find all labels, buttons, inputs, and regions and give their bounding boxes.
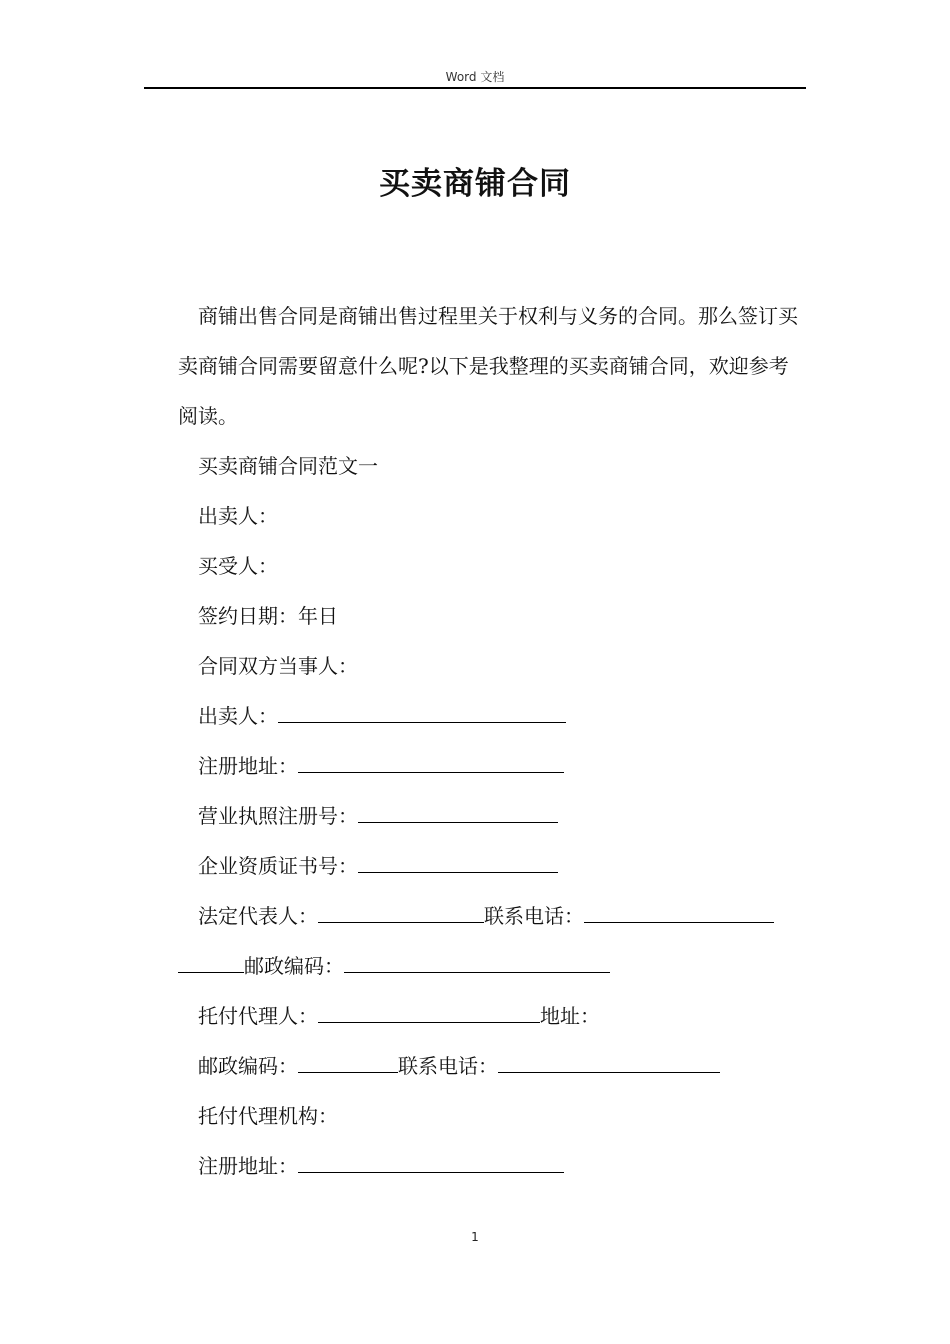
agent-label: 托付代理人： xyxy=(198,1004,318,1028)
buyer-line xyxy=(178,541,804,591)
page-number: 1 xyxy=(471,1230,479,1244)
postcode-2-label: 邮政编码： xyxy=(198,1054,298,1078)
license-line xyxy=(178,791,804,841)
qualification-line xyxy=(178,841,804,891)
reg-address-blank xyxy=(298,754,564,773)
postcode-1-label: 邮政编码： xyxy=(244,954,344,978)
seller-line xyxy=(178,491,804,541)
postcode-2-blank xyxy=(298,1054,398,1073)
buyer-label: 买受人： xyxy=(198,554,278,578)
agent-line xyxy=(178,991,804,1041)
sign-date-line xyxy=(178,591,804,641)
contact-phone-1-label: 联系电话： xyxy=(484,904,584,928)
intro-paragraph: 商铺出售合同是商铺出售过程里关于权利与义务的合同。那么签订买卖商铺合同需要留意什么呢?以下是我整理的买卖商铺合同，欢迎参考阅读。 xyxy=(178,304,798,428)
contact-phone-2-blank xyxy=(498,1054,720,1073)
seller-field-line xyxy=(178,691,804,741)
license-blank xyxy=(358,804,558,823)
license-label: 营业执照注册号： xyxy=(198,804,358,828)
sample-heading xyxy=(178,441,804,491)
contact-phone-1-blank xyxy=(584,904,774,923)
page-header: Word 文档 xyxy=(445,70,505,84)
sample-heading-text: 买卖商铺合同范文一 xyxy=(198,454,378,478)
reg-address-line xyxy=(178,741,804,791)
reg-address-2-line xyxy=(178,1141,804,1191)
legal-rep-blank xyxy=(318,904,484,923)
postcode-1-blank xyxy=(344,954,610,973)
reg-address-2-blank xyxy=(298,1154,564,1173)
address-label: 地址： xyxy=(540,1004,600,1028)
header-divider xyxy=(144,87,806,89)
legal-rep-line xyxy=(178,891,804,941)
document-title: 买卖商铺合同 xyxy=(379,166,571,202)
seller-blank xyxy=(278,704,566,723)
agent-blank xyxy=(318,1004,540,1023)
seller-label: 出卖人： xyxy=(198,504,278,528)
sign-date-label: 签约日期：年日 xyxy=(198,604,338,628)
parties-label: 合同双方当事人： xyxy=(198,654,358,678)
document-body xyxy=(178,291,804,1191)
agency-line xyxy=(178,1091,804,1141)
reg-address-label: 注册地址： xyxy=(198,754,298,778)
qualification-blank xyxy=(358,854,558,873)
contact-phone-2-label: 联系电话： xyxy=(398,1054,498,1078)
reg-address-2-label: 注册地址： xyxy=(198,1154,298,1178)
agency-label: 托付代理机构： xyxy=(198,1104,338,1128)
seller-field-label: 出卖人： xyxy=(198,704,278,728)
qualification-label: 企业资质证书号： xyxy=(198,854,358,878)
postcode-1-line xyxy=(178,941,804,991)
legal-rep-label: 法定代表人： xyxy=(198,904,318,928)
parties-line xyxy=(178,641,804,691)
phone-continuation-blank xyxy=(178,954,244,973)
postcode-2-line xyxy=(178,1041,804,1091)
